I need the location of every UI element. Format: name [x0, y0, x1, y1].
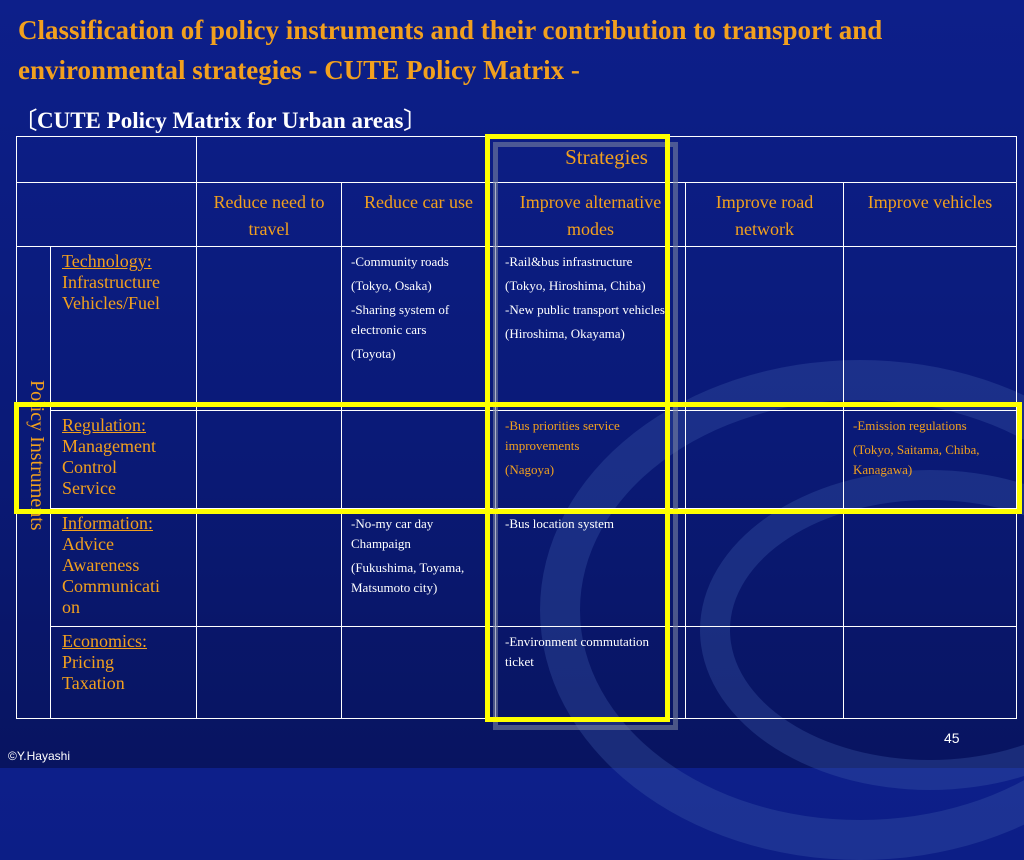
cell-entry: (Tokyo, Osaka)	[351, 278, 432, 293]
copyright-credit: ©Y.Hayashi	[8, 749, 70, 763]
policy-instruments-label: Policy Instruments	[26, 380, 48, 531]
cell-entry: -Environment commutation ticket	[505, 634, 650, 669]
column-header: Reduce car use	[342, 183, 496, 247]
instrument-subitems: Management Control Service	[62, 436, 156, 498]
page-number: 45	[944, 730, 960, 746]
instrument-heading: Regulation:	[62, 415, 146, 435]
highlight-row-box	[14, 402, 1022, 514]
instrument-heading: Economics:	[62, 631, 147, 651]
matrix-cell	[844, 509, 1017, 627]
matrix-subtitle: 〔CUTE Policy Matrix for Urban areas〕	[14, 108, 427, 133]
cell-entry: -No-my car day Champaign	[351, 516, 434, 551]
cell-entry: -Emission regulations	[853, 418, 967, 433]
matrix-cell	[844, 247, 1017, 411]
matrix-cell	[342, 627, 496, 719]
column-header: Improve alternative modes	[496, 183, 686, 247]
instrument-subitems: Advice Awareness Communicati on	[62, 534, 160, 617]
instrument-label-cell	[51, 509, 197, 627]
cell-entry: (Toyota)	[351, 346, 396, 361]
column-header: Improve road network	[686, 183, 844, 247]
instrument-subitems: Infrastructure Vehicles/Fuel	[62, 272, 160, 313]
column-header: Improve vehicles	[844, 183, 1017, 247]
cell-entry: (Hiroshima, Okayama)	[505, 326, 625, 341]
cell-entry: -Sharing system of electronic cars	[351, 302, 450, 337]
matrix-cell	[342, 247, 496, 411]
cell-entry: (Nagoya)	[505, 462, 555, 477]
cell-entry: -Rail&bus infrastructure	[505, 254, 633, 269]
matrix-cell	[197, 509, 342, 627]
matrix-cell	[686, 247, 844, 411]
corner-cell-lower	[17, 183, 197, 247]
instrument-label-cell	[51, 627, 197, 719]
cell-entry: (Fukushima, Toyama, Matsumoto city)	[351, 560, 465, 595]
cell-entry: -Community roads	[351, 254, 449, 269]
matrix-cell	[197, 247, 342, 411]
cell-entry: (Tokyo, Hiroshima, Chiba)	[505, 278, 646, 293]
cell-entry: -New public transport vehicles	[505, 302, 665, 317]
slide-title: Classification of policy instruments and their contribution to transport and environmental strategies - CUTE Policy Matrix -	[18, 15, 883, 85]
corner-cell	[17, 137, 197, 183]
strategies-label: Strategies	[565, 145, 648, 169]
matrix-cell	[686, 627, 844, 719]
cell-entry: -Bus priorities service improvements	[505, 418, 620, 453]
instrument-subitems: Pricing Taxation	[62, 652, 125, 693]
cell-entry: (Tokyo, Saitama, Chiba, Kanagawa)	[853, 442, 980, 477]
matrix-cell	[342, 509, 496, 627]
matrix-cell	[197, 627, 342, 719]
instrument-heading: Information:	[62, 513, 153, 533]
matrix-cell	[844, 627, 1017, 719]
instrument-label-cell	[51, 247, 197, 411]
column-header: Reduce need to travel	[197, 183, 342, 247]
instrument-heading: Technology:	[62, 251, 152, 271]
matrix-cell	[686, 509, 844, 627]
cell-entry: -Bus location system	[505, 516, 615, 531]
